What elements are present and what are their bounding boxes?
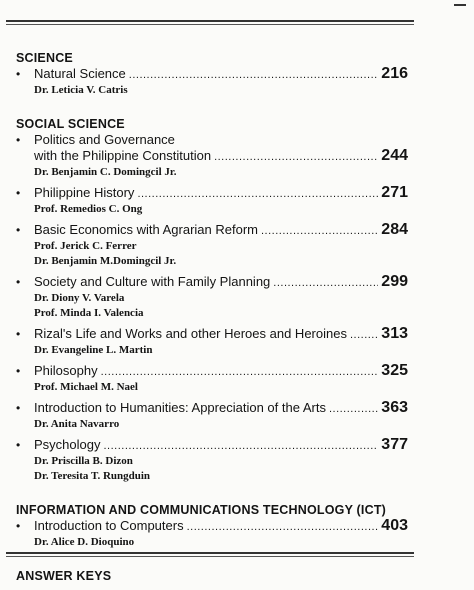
entry-title: Philosophy [34, 363, 98, 378]
page-number: 244 [381, 147, 408, 164]
bottom-rule [6, 552, 414, 554]
dot-leader [129, 67, 379, 83]
author-name: Dr. Leticia V. Catris [34, 84, 128, 96]
toc-entry [16, 518, 408, 535]
entry-title: Philippine History [34, 185, 135, 200]
page-number: 313 [381, 325, 408, 342]
toc-entry [16, 274, 408, 291]
section-title: SCIENCE [16, 51, 73, 65]
section-title: SOCIAL SCIENCE [16, 117, 125, 131]
entry-title: Psychology [34, 437, 101, 452]
entry-title: with the Philippine Constitution [34, 148, 212, 163]
section-title: INFORMATION AND COMMUNICATIONS TECHNOLOGY (ICT) [16, 503, 387, 517]
section-gap [16, 98, 408, 116]
page-number: 271 [381, 184, 408, 201]
bullet-icon: • [16, 133, 21, 147]
bottom-rule-thin [6, 556, 414, 557]
bullet-icon: • [16, 519, 21, 533]
toc-section [16, 50, 408, 98]
bullet-icon: • [16, 401, 21, 415]
bullet-icon: • [16, 275, 21, 289]
bullet-icon: • [16, 364, 21, 378]
dot-leader [273, 275, 378, 291]
toc-entry-title-row [16, 132, 408, 148]
toc-entry [16, 222, 408, 239]
toc-entry [16, 363, 408, 380]
toc-entry [16, 326, 408, 343]
author-name: Dr. Benjamin C. Domingcil Jr. [34, 166, 177, 178]
corner-mark [454, 4, 466, 6]
page-number: 377 [381, 436, 408, 453]
toc-entry [16, 148, 408, 165]
entry-title: Rizal's Life and Works and other Heroes and Heroines [34, 326, 347, 341]
top-rule-thin [6, 24, 414, 25]
author-name: Prof. Michael M. Nael [34, 381, 138, 393]
dot-leader [187, 519, 379, 535]
toc-entry [16, 185, 408, 202]
page-number: 325 [381, 362, 408, 379]
dot-leader [103, 438, 378, 454]
dot-leader [214, 149, 378, 165]
author-name: Prof. Jerick C. Ferrer [34, 240, 137, 252]
author-name: Dr. Diony V. Varela [34, 292, 125, 304]
entry-title: Basic Economics with Agrarian Reform [34, 222, 258, 237]
entry-title: Introduction to Humanities: Appreciation of the Arts [34, 400, 326, 415]
section-title: ANSWER KEYS [16, 569, 112, 583]
toc-entry [16, 400, 408, 417]
entry-title: Introduction to Computers [34, 518, 184, 533]
dot-leader [261, 223, 378, 239]
dot-leader [101, 364, 379, 380]
page-number: 403 [381, 517, 408, 534]
page-number: 299 [381, 273, 408, 290]
toc-section [16, 502, 408, 550]
author-name: Dr. Anita Navarro [34, 418, 120, 430]
toc-entry [16, 66, 408, 83]
toc-entry [16, 437, 408, 454]
dot-leader [329, 401, 378, 417]
page-number: 363 [381, 399, 408, 416]
author-name: Dr. Teresita T. Rungduin [34, 470, 151, 482]
author-name: Dr. Evangeline L. Martin [34, 344, 153, 356]
page-number: 216 [381, 65, 408, 82]
bullet-icon: • [16, 186, 21, 200]
bullet-icon: • [16, 223, 21, 237]
dot-leader [137, 186, 378, 202]
dot-leader [350, 327, 378, 343]
author-name: Dr. Priscilla B. Dizon [34, 455, 133, 467]
author-name: Prof. Minda I. Valencia [34, 307, 144, 319]
section-gap [16, 484, 408, 502]
bullet-icon: • [16, 67, 21, 81]
top-rule [6, 20, 414, 22]
author-name: Dr. Benjamin M.Domingcil Jr. [34, 255, 177, 267]
author-name: Prof. Remedios C. Ong [34, 203, 143, 215]
entry-title: Society and Culture with Family Planning [34, 274, 271, 289]
bullet-icon: • [16, 327, 21, 341]
author-name: Dr. Alice D. Dioquino [34, 536, 135, 548]
bullet-icon: • [16, 438, 21, 452]
toc-section [16, 568, 408, 584]
toc-section [16, 116, 408, 484]
entry-title: Natural Science [34, 66, 126, 81]
page-number: 284 [381, 221, 408, 238]
table-of-contents [16, 50, 408, 584]
entry-title: Politics and Governance [34, 132, 175, 147]
